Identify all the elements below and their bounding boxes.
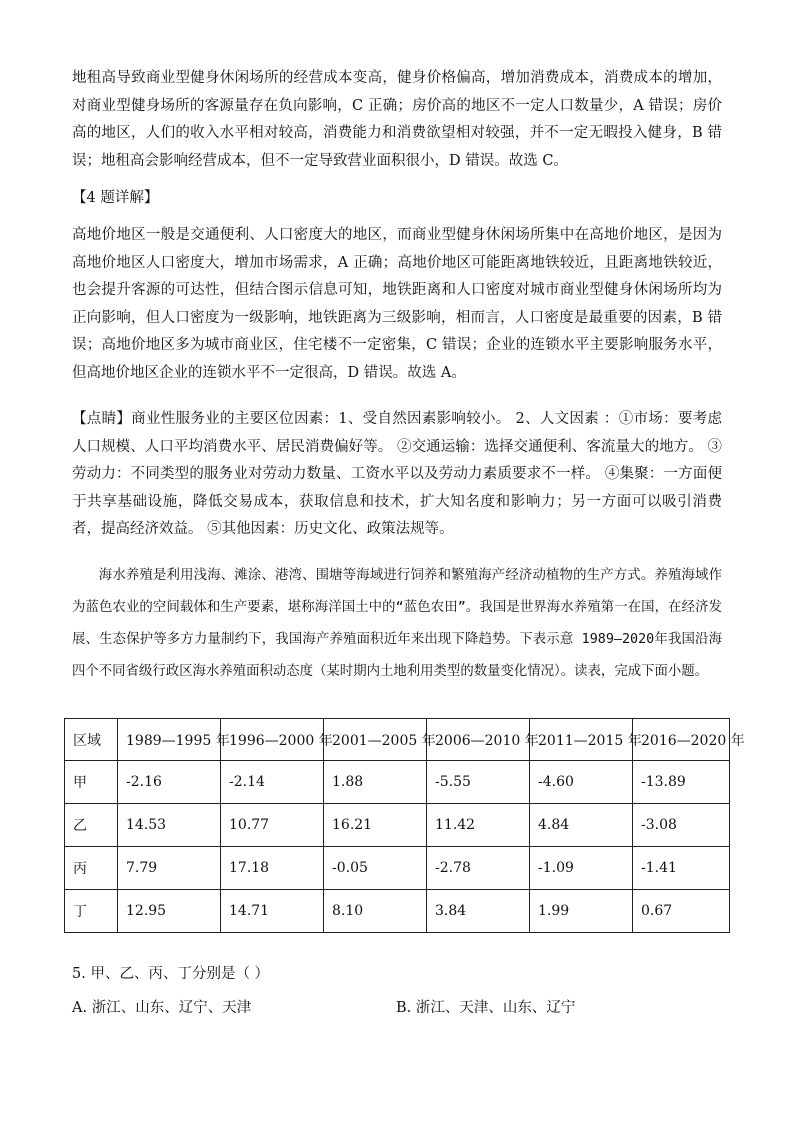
- table-row: [65, 847, 730, 890]
- answer-paragraph-3: 地租高导致商业型健身休闲场所的经营成本变高，健身价格偏高，增加消费成本，消费成本的增加，对商业型健身场所的客源量存在负向影响，C 正确；房价高的地区不一定人口数量少，A 错误；房价高的地区，人们的收入水平相对较高，消费能力和消费欲望相对较强，并不一定无暇投入健身，B 错误；地租高会影响经营成本，但不一定导致营业面积很小，D 错误。故选 C。: [72, 70, 722, 169]
- option-a[interactable]: A. 浙江、山东、辽宁、天津: [72, 1000, 252, 1016]
- table-cell: 11.42: [427, 804, 530, 847]
- table-cell: 0.67: [633, 890, 730, 933]
- table-cell: 16.21: [324, 804, 427, 847]
- table-cell: 丙: [65, 847, 118, 890]
- header-cell: 1996—2000 年: [221, 719, 324, 761]
- option-b[interactable]: B. 浙江、天津、山东、辽宁: [396, 1000, 576, 1016]
- table-cell: 7.79: [118, 847, 221, 890]
- table-header-row: [65, 719, 730, 761]
- table-cell: -3.08: [633, 804, 730, 847]
- table-cell: -5.55: [427, 761, 530, 804]
- key-point-note: 【点睛】商业性服务业的主要区位因素：1、受自然因素影响较小。 2、人文因素 ：①市场：要考虑人口规模、人口平均消费水平、居民消费偏好等。 ②交通运输：选择交通便利、客流量大的地方。 ③劳动力：不同类型的服务业对劳动力数量、工资水平以及劳动力素质要求不一样。 ④集聚：一方面便于共享基础设施，降低交易成本，获取信息和技术，扩大知名度和影响力；另一方面可以吸引消费者，提高经济效益。 ⑤其他因素：历史文化、政策法规等。: [72, 411, 722, 537]
- table-cell: 1.88: [324, 761, 427, 804]
- header-cell: 2016—2020 年: [633, 719, 730, 761]
- answer-paragraph-4: 高地价地区一般是交通便利、人口密度大的地区，而商业型健身休闲场所集中在高地价地区，是因为高地价地区人口密度大，增加市场需求，A 正确；高地价地区可能距离地铁较近，且距离地铁较近，也会提升客源的可达性，但结合图示信息可知，地铁距离和人口密度对城市商业型健身休闲场所均为正向影响，但人口密度为一级影响，地铁距离为三级影响，相而言，人口密度是最重要的因素，B 错误；高地价地区多为城市商业区，住宅楼不一定密集，C 错误；企业的连锁水平主要影响服务水平，但高地价地区企业的连锁水平不一定很高，D 错误。故选 A。: [72, 227, 722, 381]
- table-cell: 17.18: [221, 847, 324, 890]
- table-cell: 3.84: [427, 890, 530, 933]
- aquaculture-table: [64, 718, 745, 933]
- question-5-stem: 5. 甲、乙、丙、丁分别是（ ）: [72, 966, 270, 982]
- table-row: [65, 890, 730, 933]
- table-row: [65, 804, 730, 847]
- table-cell: 12.95: [118, 890, 221, 933]
- table-cell: 4.84: [530, 804, 633, 847]
- table-cell: -1.41: [633, 847, 730, 890]
- table-cell: 8.10: [324, 890, 427, 933]
- table-cell: 乙: [65, 804, 118, 847]
- header-cell: 2011—2015 年: [530, 719, 633, 761]
- table-cell: 10.77: [221, 804, 324, 847]
- header-cell: 2006—2010 年: [427, 719, 530, 761]
- table-cell: -1.09: [530, 847, 633, 890]
- table-cell: -0.05: [324, 847, 427, 890]
- material-intro: 海水养殖是利用浅海、滩涂、港湾、围塘等海域进行饲养和繁殖海产经济动植物的生产方式。养殖海域作为蓝色农业的空间载体和生产要素，堪称海洋国土中的“蓝色农田”。我国是世界海水养殖第一在国，在经济发展、生态保护等多方力量制约下，我国海产养殖面积近年来出现下降趋势。下表示意 1989—2020年我国沿海四个不同省级行政区海水养殖面积动态度（某时期内土地利用类型的数量变化情况）。读表，完成下面小题。: [72, 568, 722, 679]
- table-cell: -13.89: [633, 761, 730, 804]
- table-cell: -2.16: [118, 761, 221, 804]
- header-cell: 区域: [65, 719, 118, 761]
- table-cell: -2.14: [221, 761, 324, 804]
- table-cell: 丁: [65, 890, 118, 933]
- table-cell: 甲: [65, 761, 118, 804]
- table-cell: 1.99: [530, 890, 633, 933]
- table-cell: -2.78: [427, 847, 530, 890]
- section-heading-q4: 【4 题详解】: [72, 190, 159, 206]
- table-row: [65, 761, 730, 804]
- table-cell: -4.60: [530, 761, 633, 804]
- header-cell: 1989—1995 年: [118, 719, 221, 761]
- header-cell: 2001—2005 年: [324, 719, 427, 761]
- table-cell: 14.53: [118, 804, 221, 847]
- table-cell: 14.71: [221, 890, 324, 933]
